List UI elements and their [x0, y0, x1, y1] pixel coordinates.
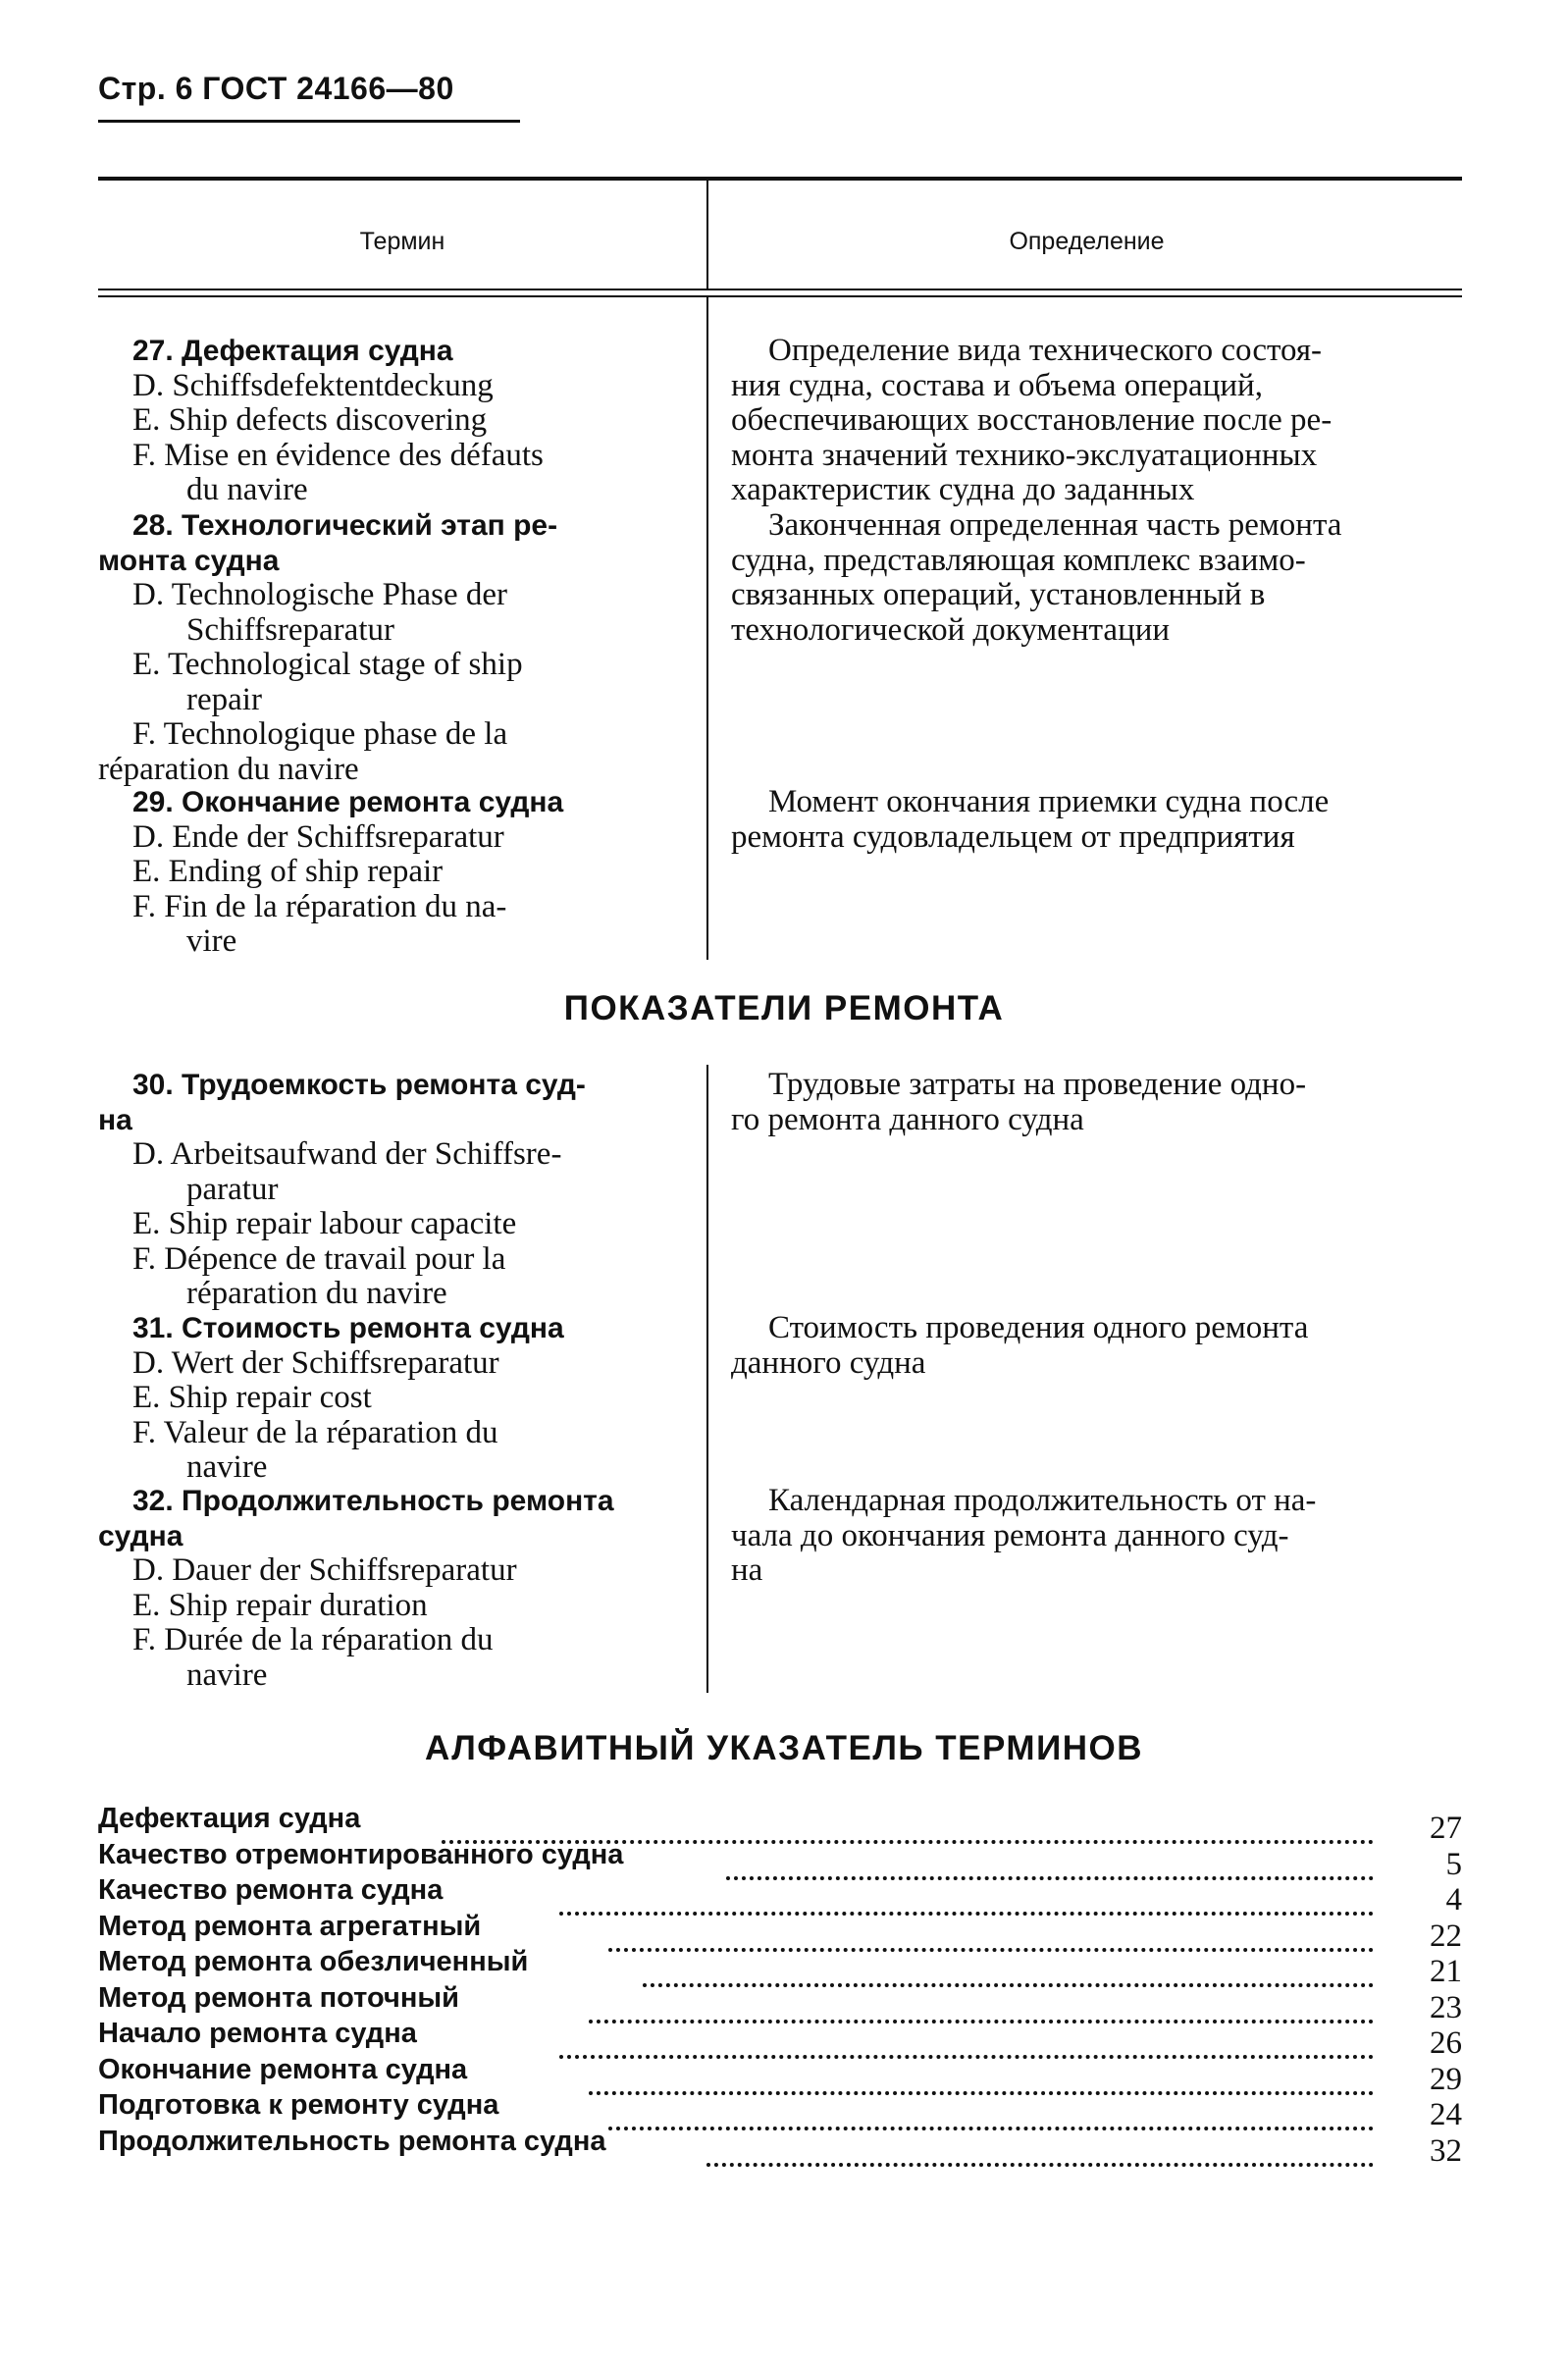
index-term: Продолжительность ремонта судна [98, 2125, 606, 2157]
definition-32 [731, 1484, 1462, 1589]
index-number: 4 [1445, 1882, 1462, 1918]
definition-27 [731, 334, 1462, 508]
definition-line: Определение вида технического состоя- [768, 333, 1323, 368]
definition-line: Законченная определенная часть ремонта [768, 507, 1342, 543]
term-german: D. Dauer der Schiffsreparatur [132, 1552, 517, 1588]
page-label: Стр. 6 [98, 71, 193, 106]
index-row [98, 2052, 1462, 2097]
definition-line: Момент окончания приемки судна после [768, 784, 1330, 819]
index-row [98, 1837, 1462, 1882]
index-number: 24 [1430, 2097, 1462, 2132]
term-german-cont: paratur [186, 1171, 279, 1207]
term-english: E. Ship defects discovering [132, 402, 488, 438]
term-french: F. Mise en évidence des défauts [132, 437, 544, 473]
definition-line: технологической документации [731, 611, 1171, 648]
definition-line: Календарная продолжительность от на- [768, 1483, 1317, 1518]
term-german: D. Technologische Phase der [132, 577, 507, 612]
term-french: F. Durée de la réparation du [132, 1622, 494, 1657]
term-french-cont: vire [186, 923, 237, 959]
index-row [98, 1801, 1462, 1846]
alphabetical-index [98, 1801, 1462, 2169]
index-number: 32 [1430, 2132, 1462, 2169]
definition-line: ремонта судовладельцем от предприятия [731, 818, 1295, 855]
term-english: E. Ending of ship repair [132, 854, 444, 889]
index-row [98, 1909, 1462, 1954]
section-title-indicators: ПОКАЗАТЕЛИ РЕМОНТА [563, 989, 1005, 1027]
table-head-divider [706, 181, 708, 289]
term-french: F. Valeur de la réparation du [132, 1414, 498, 1450]
definition-28 [731, 508, 1462, 648]
term-french-cont: navire [186, 1656, 268, 1693]
definition-30 [731, 1068, 1462, 1137]
index-number: 27 [1430, 1811, 1462, 1846]
term-english: E. Ship repair labour capacite [132, 1206, 517, 1241]
definition-line: Трудовые затраты на проведение одно- [768, 1067, 1307, 1102]
index-term: Окончание ремонта судна [98, 2053, 468, 2085]
term-entry-28 [98, 508, 677, 787]
term-german: D. Wert der Schiffsreparatur [132, 1344, 499, 1381]
term-english: E. Technological stage of ship [132, 647, 523, 682]
index-term: Метод ремонта обезличенный [98, 1946, 529, 1977]
term-heading: 31. Стоимость ремонта судна [132, 1312, 564, 1344]
definition-line: чала до окончания ремонта данного суд- [731, 1517, 1289, 1553]
term-heading-cont: на [98, 1103, 132, 1136]
index-number: 21 [1430, 1954, 1462, 1989]
term-french-cont: réparation du navire [186, 1276, 447, 1311]
definition-line: судна, представляющая комплекс взаимо- [731, 542, 1306, 578]
term-french: F. Technologique phase de la [132, 716, 508, 752]
term-heading: 28. Технологический этап ре- [132, 509, 558, 542]
term-french-cont: du navire [186, 472, 308, 507]
index-number: 23 [1430, 1989, 1462, 2025]
column-divider [706, 297, 708, 960]
index-term: Дефектация судна [98, 1803, 361, 1834]
term-french-cont: réparation du navire [98, 751, 359, 787]
definition-line: данного судна [731, 1344, 926, 1381]
index-number: 29 [1430, 2061, 1462, 2097]
definition-31 [731, 1311, 1462, 1381]
column-header-definition: Определение [1009, 228, 1165, 255]
table-head-rule [98, 295, 1462, 297]
definition-line: монта значений технико-экслуатационных [731, 437, 1318, 473]
term-german: D. Schiffsdefektentdeckung [132, 367, 494, 403]
term-entry-31 [98, 1311, 677, 1486]
term-heading-cont: судна [98, 1519, 183, 1552]
index-row [98, 2124, 1462, 2169]
term-heading-cont: монта судна [98, 544, 280, 577]
index-term: Метод ремонта поточный [98, 1981, 459, 2014]
term-heading: 27. Дефектация судна [132, 335, 453, 367]
column-header-term: Термин [359, 228, 445, 255]
definition-line: обеспечивающих восстановление после ре- [731, 402, 1333, 438]
index-term: Метод ремонта агрегатный [98, 1910, 482, 1942]
index-row [98, 1872, 1462, 1918]
term-entry-29 [98, 785, 677, 960]
table-top-rule [98, 177, 1462, 181]
index-term: Подготовка к ремонту судна [98, 2089, 499, 2121]
index-term: Качество ремонта судна [98, 1874, 444, 1906]
term-german: D. Arbeitsaufwand der Schiffsre- [132, 1136, 562, 1172]
definition-line: Стоимость проведения одного ремонта [768, 1310, 1309, 1345]
term-french: F. Fin de la réparation du na- [132, 888, 507, 924]
term-entry-30 [98, 1068, 677, 1312]
term-heading: 29. Окончание ремонта судна [132, 786, 564, 818]
column-divider [706, 1065, 708, 1693]
definition-line: связанных операций, установленный в [731, 577, 1266, 612]
index-number: 5 [1445, 1846, 1462, 1882]
definition-line: характеристик судна до заданных [731, 472, 1195, 507]
term-german-cont: Schiffsreparatur [186, 611, 394, 648]
definition-line: ния судна, состава и объема операций, [731, 367, 1263, 403]
term-english: E. Ship repair cost [132, 1380, 372, 1415]
term-english-cont: repair [186, 681, 262, 717]
term-german: D. Ende der Schiffsreparatur [132, 818, 504, 855]
term-english: E. Ship repair duration [132, 1587, 428, 1623]
index-row [98, 2016, 1462, 2061]
standard-number: ГОСТ 24166—80 [202, 71, 454, 106]
definition-line: го ремонта данного судна [731, 1101, 1084, 1137]
definition-line: на [731, 1552, 763, 1588]
term-french-cont: navire [186, 1449, 268, 1485]
term-heading: 32. Продолжительность ремонта [132, 1485, 614, 1517]
index-row [98, 2087, 1462, 2132]
table-head-rule [98, 289, 1462, 290]
definition-29 [731, 785, 1462, 855]
term-heading: 30. Трудоемкость ремонта суд- [132, 1069, 586, 1101]
index-number: 26 [1430, 2025, 1462, 2061]
index-leader-dots [706, 2131, 1374, 2167]
index-term: Начало ремонта судна [98, 2018, 417, 2049]
header-underline [98, 120, 520, 123]
page-header [98, 71, 454, 107]
term-french: F. Dépence de travail pour la [132, 1240, 506, 1277]
index-row [98, 1980, 1462, 2025]
index-row [98, 1944, 1462, 1989]
section-title-index: АЛФАВИТНЫЙ УКАЗАТЕЛЬ ТЕРМИНОВ [425, 1729, 1143, 1767]
index-number: 22 [1430, 1918, 1462, 1954]
term-entry-32 [98, 1484, 677, 1693]
term-entry-27 [98, 334, 677, 508]
index-term: Качество отремонтированного судна [98, 1838, 624, 1870]
